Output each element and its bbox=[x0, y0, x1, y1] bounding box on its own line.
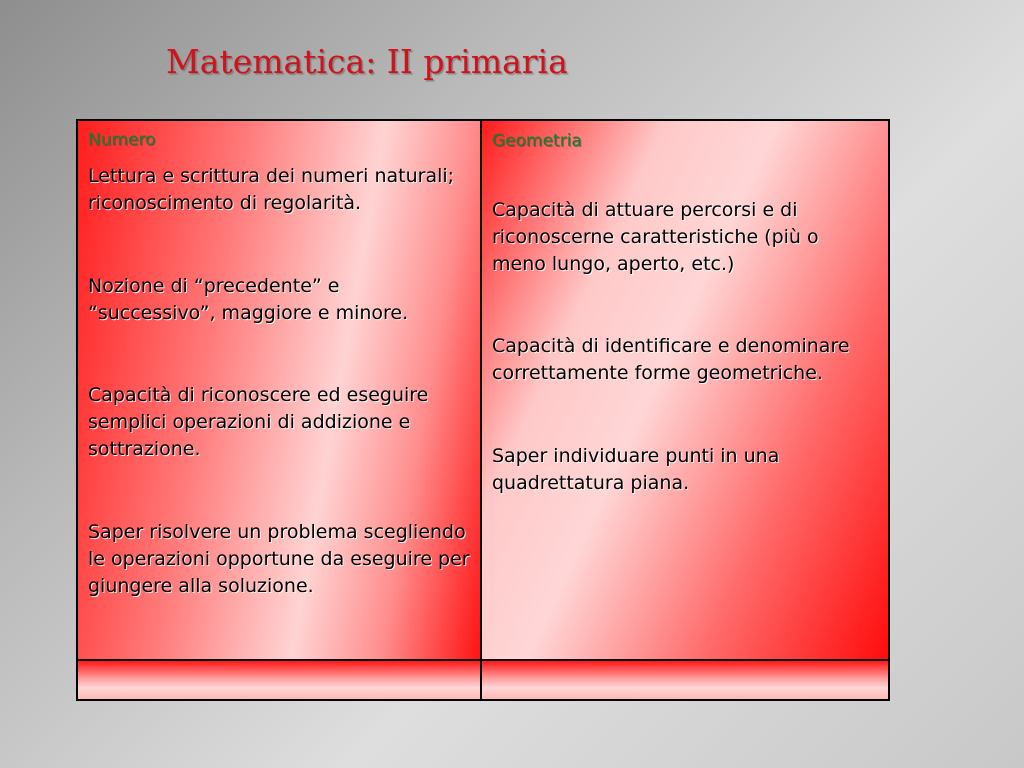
column-header-numero: Numero bbox=[88, 130, 156, 150]
column-header-geometria: Geometria bbox=[492, 131, 582, 151]
table-footer-cell bbox=[482, 661, 888, 699]
table-cell-numero bbox=[78, 121, 482, 661]
list-item: Saper individuare punti in una quadrettatura piana. bbox=[492, 445, 780, 494]
table-cell-geometria bbox=[482, 121, 888, 661]
slide-title: Matematica: II primaria bbox=[166, 42, 568, 81]
content-table bbox=[76, 119, 890, 701]
list-item: Nozione di “precedente” e “successivo”, maggiore e minore. bbox=[88, 275, 409, 324]
list-item: Capacità di identificare e denominare correttamente forme geometriche. bbox=[492, 335, 850, 384]
list-item: Saper risolvere un problema scegliendo le operazioni opportune da eseguire per giungere alla soluzione. bbox=[88, 521, 470, 597]
list-item: Capacità di attuare percorsi e di riconoscerne caratteristiche (più o meno lungo, aperto, etc.) bbox=[492, 199, 819, 275]
table-footer-cell bbox=[78, 661, 482, 699]
list-item: Lettura e scrittura dei numeri naturali; riconoscimento di regolarità. bbox=[88, 165, 455, 214]
list-item: Capacità di riconoscere ed eseguire semplici operazioni di addizione e sottrazione. bbox=[88, 384, 429, 460]
